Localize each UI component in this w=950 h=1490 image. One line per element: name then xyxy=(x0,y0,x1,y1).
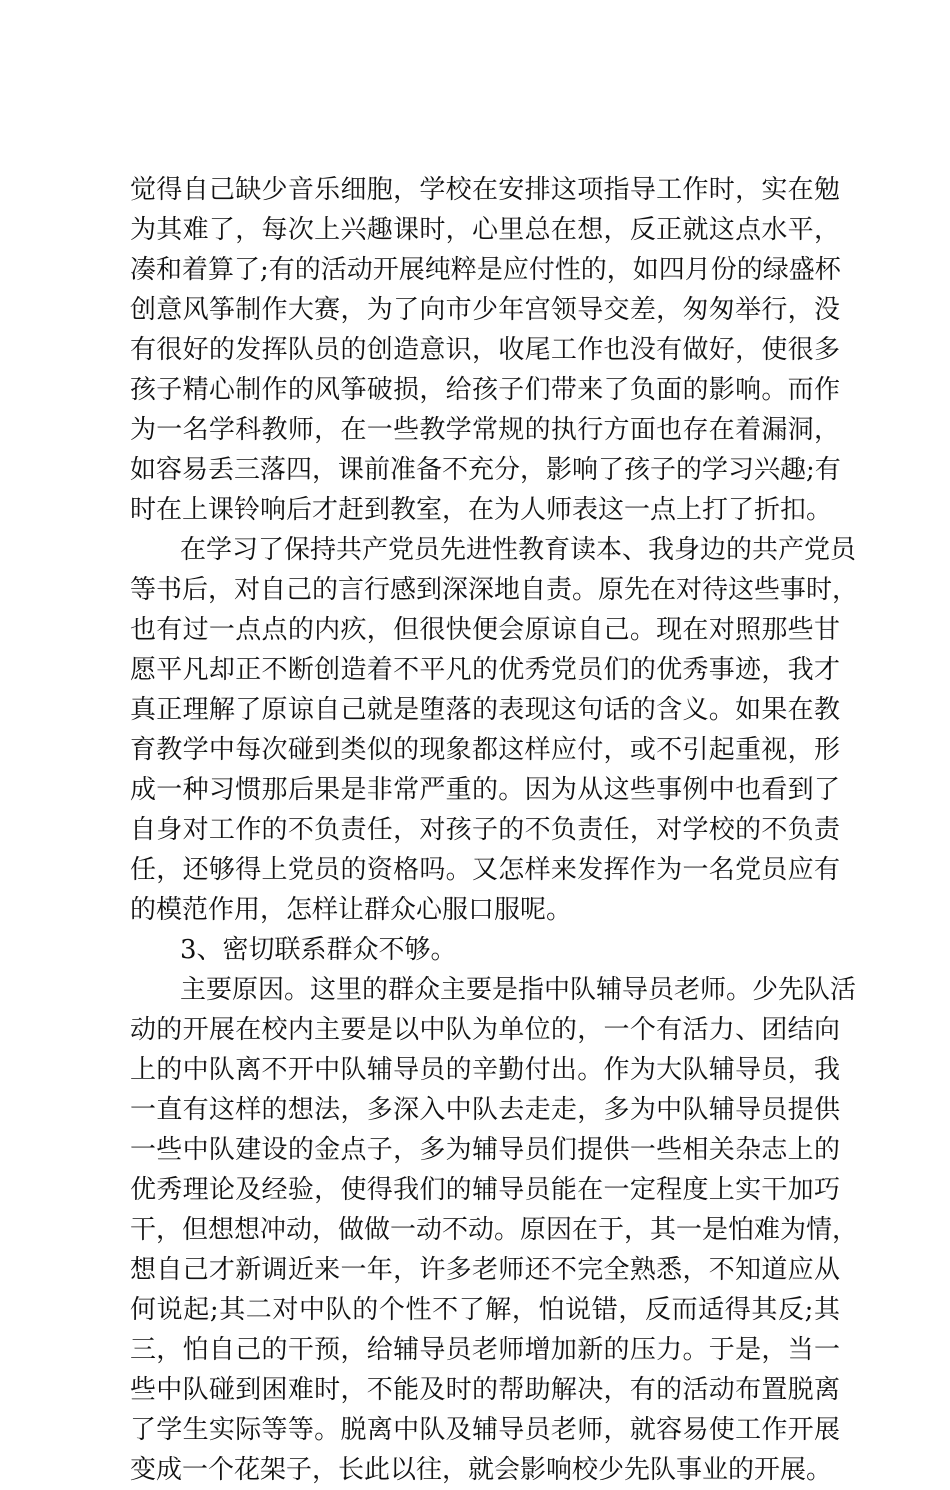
paragraph xyxy=(130,170,840,530)
text-line: 有很好的发挥队员的创造意识，收尾工作也没有做好，使很多 xyxy=(130,335,840,365)
text-line: 些中队碰到困难时，不能及时的帮助解决，有的活动布置脱离 xyxy=(130,1375,840,1405)
text-line: 3、密切联系群众不够。 xyxy=(180,935,457,965)
text-line: 为其难了，每次上兴趣课时，心里总在想，反正就这点水平， xyxy=(130,215,840,245)
text-line: 在学习了保持共产党员先进性教育读本、我身边的共产党员 xyxy=(180,535,857,565)
text-line: 变成一个花架子，长此以往，就会影响校少先队事业的开展。 xyxy=(130,1455,833,1485)
text-line: 如容易丢三落四，课前准备不充分，影响了孩子的学习兴趣;有 xyxy=(130,455,841,485)
text-line: 时在上课铃响后才赶到教室，在为人师表这一点上打了折扣。 xyxy=(130,495,833,525)
text-line: 等书后，对自己的言行感到深深地自责。原先在对待这些事时， xyxy=(130,575,859,605)
text-line: 的模范作用，怎样让群众心服口服呢。 xyxy=(130,895,573,925)
text-line: 也有过一点点的内疚，但很快便会原谅自己。现在对照那些甘 xyxy=(130,615,840,645)
text-line: 自身对工作的不负责任，对孩子的不负责任，对学校的不负责 xyxy=(130,815,840,845)
text-line: 了学生实际等等。脱离中队及辅导员老师，就容易使工作开展 xyxy=(130,1415,840,1445)
text-line: 优秀理论及经验，使得我们的辅导员能在一定程度上实干加巧 xyxy=(130,1175,840,1205)
text-line: 一直有这样的想法，多深入中队去走走，多为中队辅导员提供 xyxy=(130,1095,840,1125)
text-line: 主要原因。这里的群众主要是指中队辅导员老师。少先队活 xyxy=(180,975,857,1005)
text-line: 干，但想想冲动，做做一动不动。原因在于，其一是怕难为情， xyxy=(130,1215,859,1245)
text-line: 一些中队建设的金点子，多为辅导员们提供一些相关杂志上的 xyxy=(130,1135,840,1165)
text-line: 凑和着算了;有的活动开展纯粹是应付性的，如四月份的绿盛杯 xyxy=(130,255,841,285)
text-line: 为一名学科教师，在一些教学常规的执行方面也存在着漏洞， xyxy=(130,415,840,445)
text-line: 创意风筝制作大赛，为了向市少年宫领导交差，匆匆举行，没 xyxy=(130,295,840,325)
text-line: 育教学中每次碰到类似的现象都这样应付，或不引起重视，形 xyxy=(130,735,840,765)
text-line: 何说起;其二对中队的个性不了解，怕说错，反而适得其反;其 xyxy=(130,1295,840,1325)
paragraph xyxy=(130,970,859,1490)
text-line: 真正理解了原谅自己就是堕落的表现这句话的含义。如果在教 xyxy=(130,695,840,725)
text-line: 上的中队离不开中队辅导员的辛勤付出。作为大队辅导员，我 xyxy=(130,1055,840,1085)
paragraph xyxy=(130,530,859,930)
text-line: 成一种习惯那后果是非常严重的。因为从这些事例中也看到了 xyxy=(130,775,840,805)
text-line: 任，还够得上党员的资格吗。又怎样来发挥作为一名党员应有 xyxy=(130,855,840,885)
text-line: 愿平凡却正不断创造着不平凡的优秀党员们的优秀事迹，我才 xyxy=(130,655,840,685)
text-line: 觉得自己缺少音乐细胞，学校在安排这项指导工作时，实在勉 xyxy=(130,175,840,205)
paragraph xyxy=(130,930,840,970)
text-line: 动的开展在校内主要是以中队为单位的，一个有活力、团结向 xyxy=(130,1015,840,1045)
document-body xyxy=(130,170,859,1490)
text-line: 想自己才新调近来一年，许多老师还不完全熟悉，不知道应从 xyxy=(130,1255,840,1285)
text-line: 孩子精心制作的风筝破损，给孩子们带来了负面的影响。而作 xyxy=(130,375,840,405)
text-line: 三，怕自己的干预，给辅导员老师增加新的压力。于是，当一 xyxy=(130,1335,840,1365)
